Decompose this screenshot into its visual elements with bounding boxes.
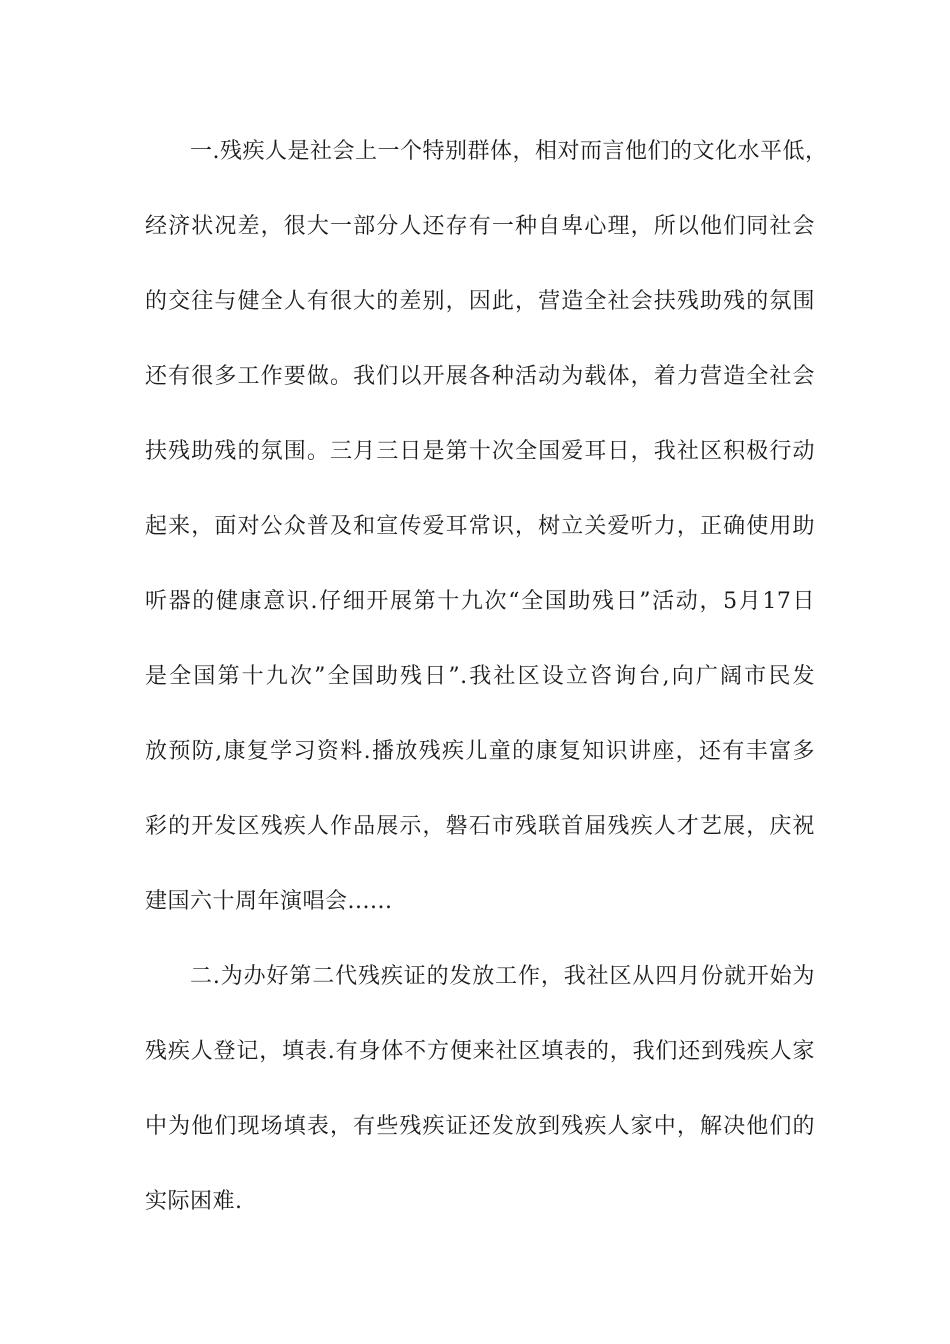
- paragraph-1-line-1: 一.残疾人是社会上一个特别群体，相对而言他们的文化水平低，: [190, 139, 828, 164]
- paragraph-1-line-10: 彩的开发区残疾人作品展示，磐石市残联首届残疾人才艺展，庆祝: [145, 814, 815, 839]
- paragraph-1-line-4: 还有很多工作要做。我们以开展各种活动为载体，着力营造全社会: [145, 364, 815, 389]
- paragraph-1-line-9: 放预防,康复学习资料.播放残疾儿童的康复知识讲座，还有丰富多: [145, 739, 815, 764]
- paragraph-1-line-3: 的交往与健全人有很大的差别，因此，营造全社会扶残助残的氛围: [145, 289, 815, 314]
- paragraph-1-line-5: 扶残助残的氛围。三月三日是第十次全国爱耳日，我社区积极行动: [145, 439, 815, 464]
- paragraph-2-line-2: 残疾人登记，填表.有身体不方便来社区填表的，我们还到残疾人家: [145, 1039, 815, 1064]
- paragraph-1-line-11: 建国六十周年演唱会......: [145, 889, 393, 914]
- paragraph-1-line-6: 起来，面对公众普及和宣传爱耳常识，树立关爱听力，正确使用助: [145, 514, 815, 539]
- paragraph-2-line-1: 二.为办好第二代残疾证的发放工作，我社区从四月份就开始为: [190, 964, 815, 989]
- paragraph-1-line-2: 经济状况差，很大一部分人还存有一种自卑心理，所以他们同社会: [145, 214, 815, 239]
- paragraph-2-line-3: 中为他们现场填表，有些残疾证还发放到残疾人家中，解决他们的: [145, 1114, 815, 1139]
- paragraph-2-line-4: 实际困难.: [145, 1189, 243, 1214]
- paragraph-1-line-7: 听器的健康意识.仔细开展第十九次“全国助残日”活动，5月17日: [145, 589, 815, 614]
- paragraph-1-line-8: 是全国第十九次”全国助残日”.我社区设立咨询台,向广阔市民发: [145, 664, 815, 689]
